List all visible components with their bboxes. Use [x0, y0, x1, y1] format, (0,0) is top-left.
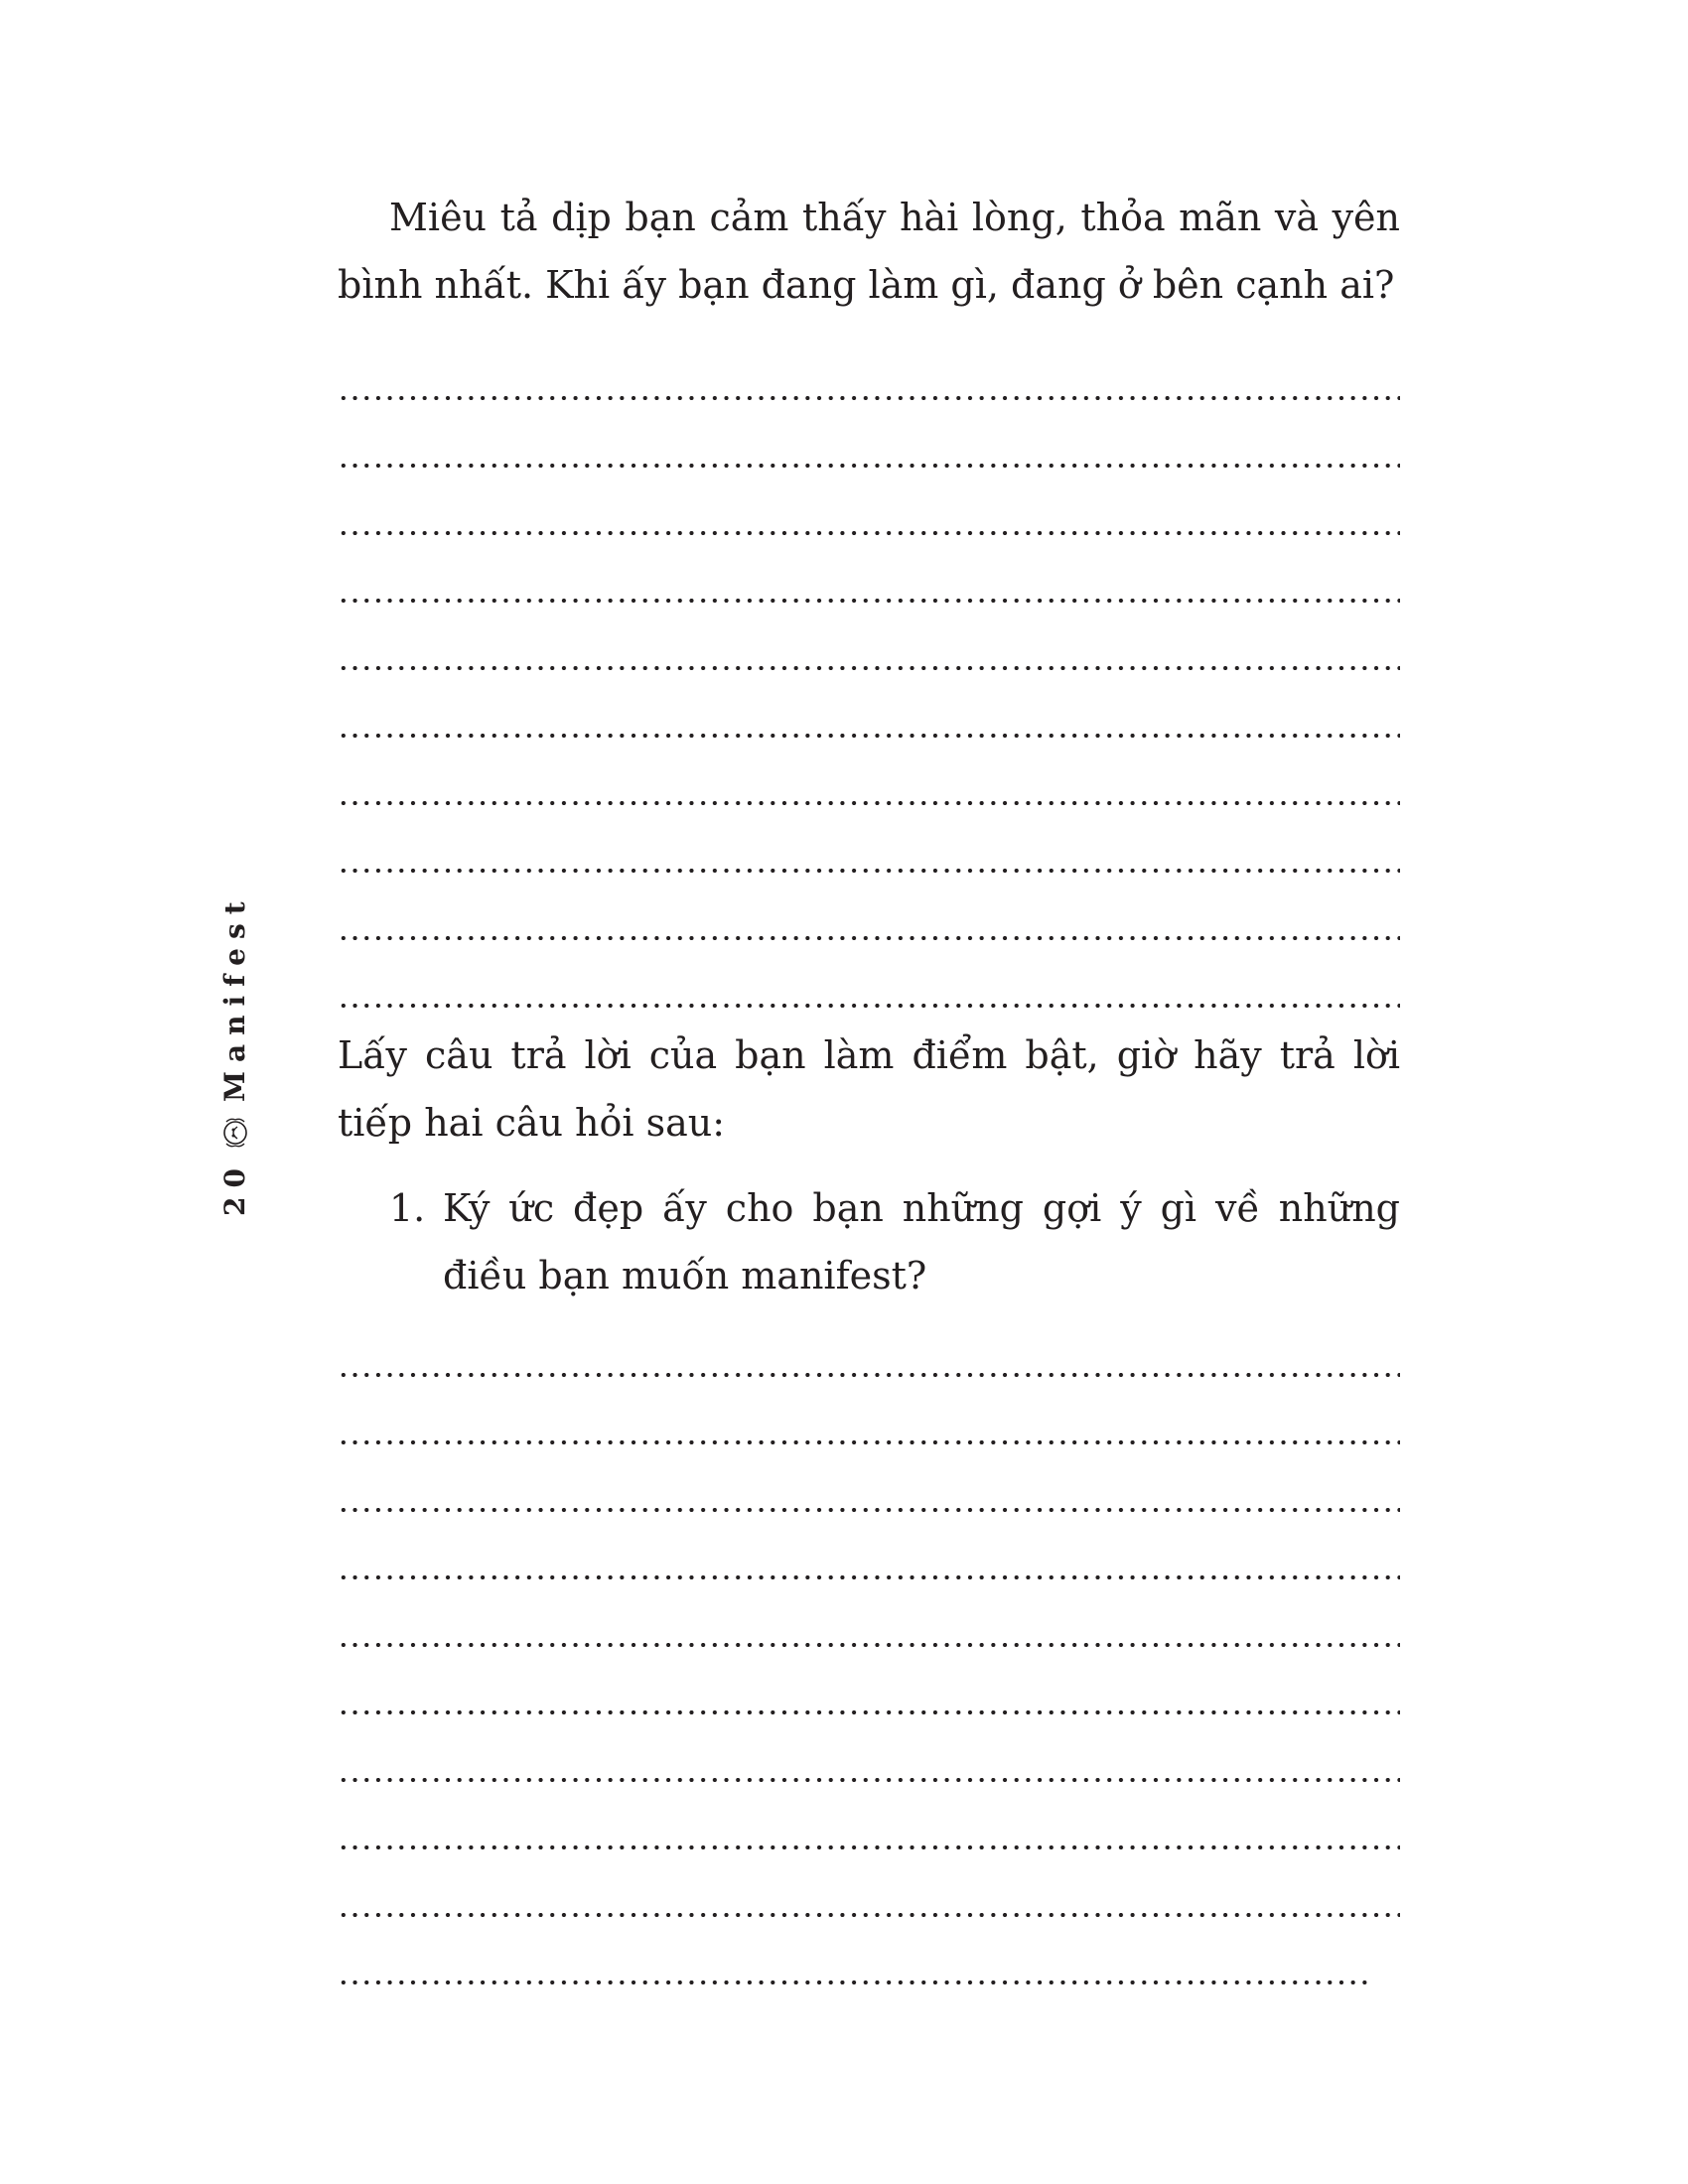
book-title: Manifest — [218, 892, 251, 1103]
answer-line[interactable] — [338, 611, 1400, 678]
answer-line[interactable] — [338, 543, 1400, 611]
page-number: 20 — [218, 1160, 251, 1216]
answer-line[interactable] — [338, 881, 1400, 948]
answer-line[interactable] — [338, 341, 1400, 408]
ornament-icon — [218, 1116, 252, 1150]
answer-line[interactable] — [338, 746, 1400, 813]
answer-line[interactable] — [338, 1520, 1400, 1587]
instruction-paragraph: Lấy câu trả lời của bạn làm điểm bật, giờ hãy trả lời tiếp hai câu hỏi sau: — [338, 1033, 1400, 1145]
answer-line[interactable] — [338, 1452, 1400, 1520]
list-item-number: 1. — [389, 1186, 426, 1230]
answer-line[interactable] — [338, 948, 1400, 1016]
answer-line[interactable] — [338, 1587, 1400, 1655]
answer-line[interactable] — [338, 813, 1400, 881]
answer-line[interactable] — [338, 1385, 1400, 1452]
list-item-text: Ký ức đẹp ấy cho bạn những gợi ý gì về những điều bạn muốn manifest? — [443, 1186, 1400, 1297]
answer-line[interactable] — [338, 1722, 1400, 1790]
page-content — [338, 184, 1400, 1992]
answer-line[interactable] — [338, 1655, 1400, 1722]
list-item — [389, 1174, 1400, 1309]
answer-line[interactable] — [338, 408, 1400, 476]
question-paragraph: Miêu tả dịp bạn cảm thấy hài lòng, thỏa mãn và yên bình nhất. Khi ấy bạn đang làm gì, đang ở bên cạnh ai? — [338, 196, 1400, 307]
answer-area-1 — [338, 341, 1400, 1016]
answer-line[interactable] — [338, 1925, 1400, 1992]
answer-line[interactable] — [338, 678, 1400, 746]
answer-line[interactable] — [338, 1317, 1400, 1385]
answer-line[interactable] — [338, 1857, 1400, 1925]
answer-line[interactable] — [338, 1790, 1400, 1857]
answer-area-2 — [338, 1317, 1400, 1992]
answer-line[interactable] — [338, 476, 1400, 543]
